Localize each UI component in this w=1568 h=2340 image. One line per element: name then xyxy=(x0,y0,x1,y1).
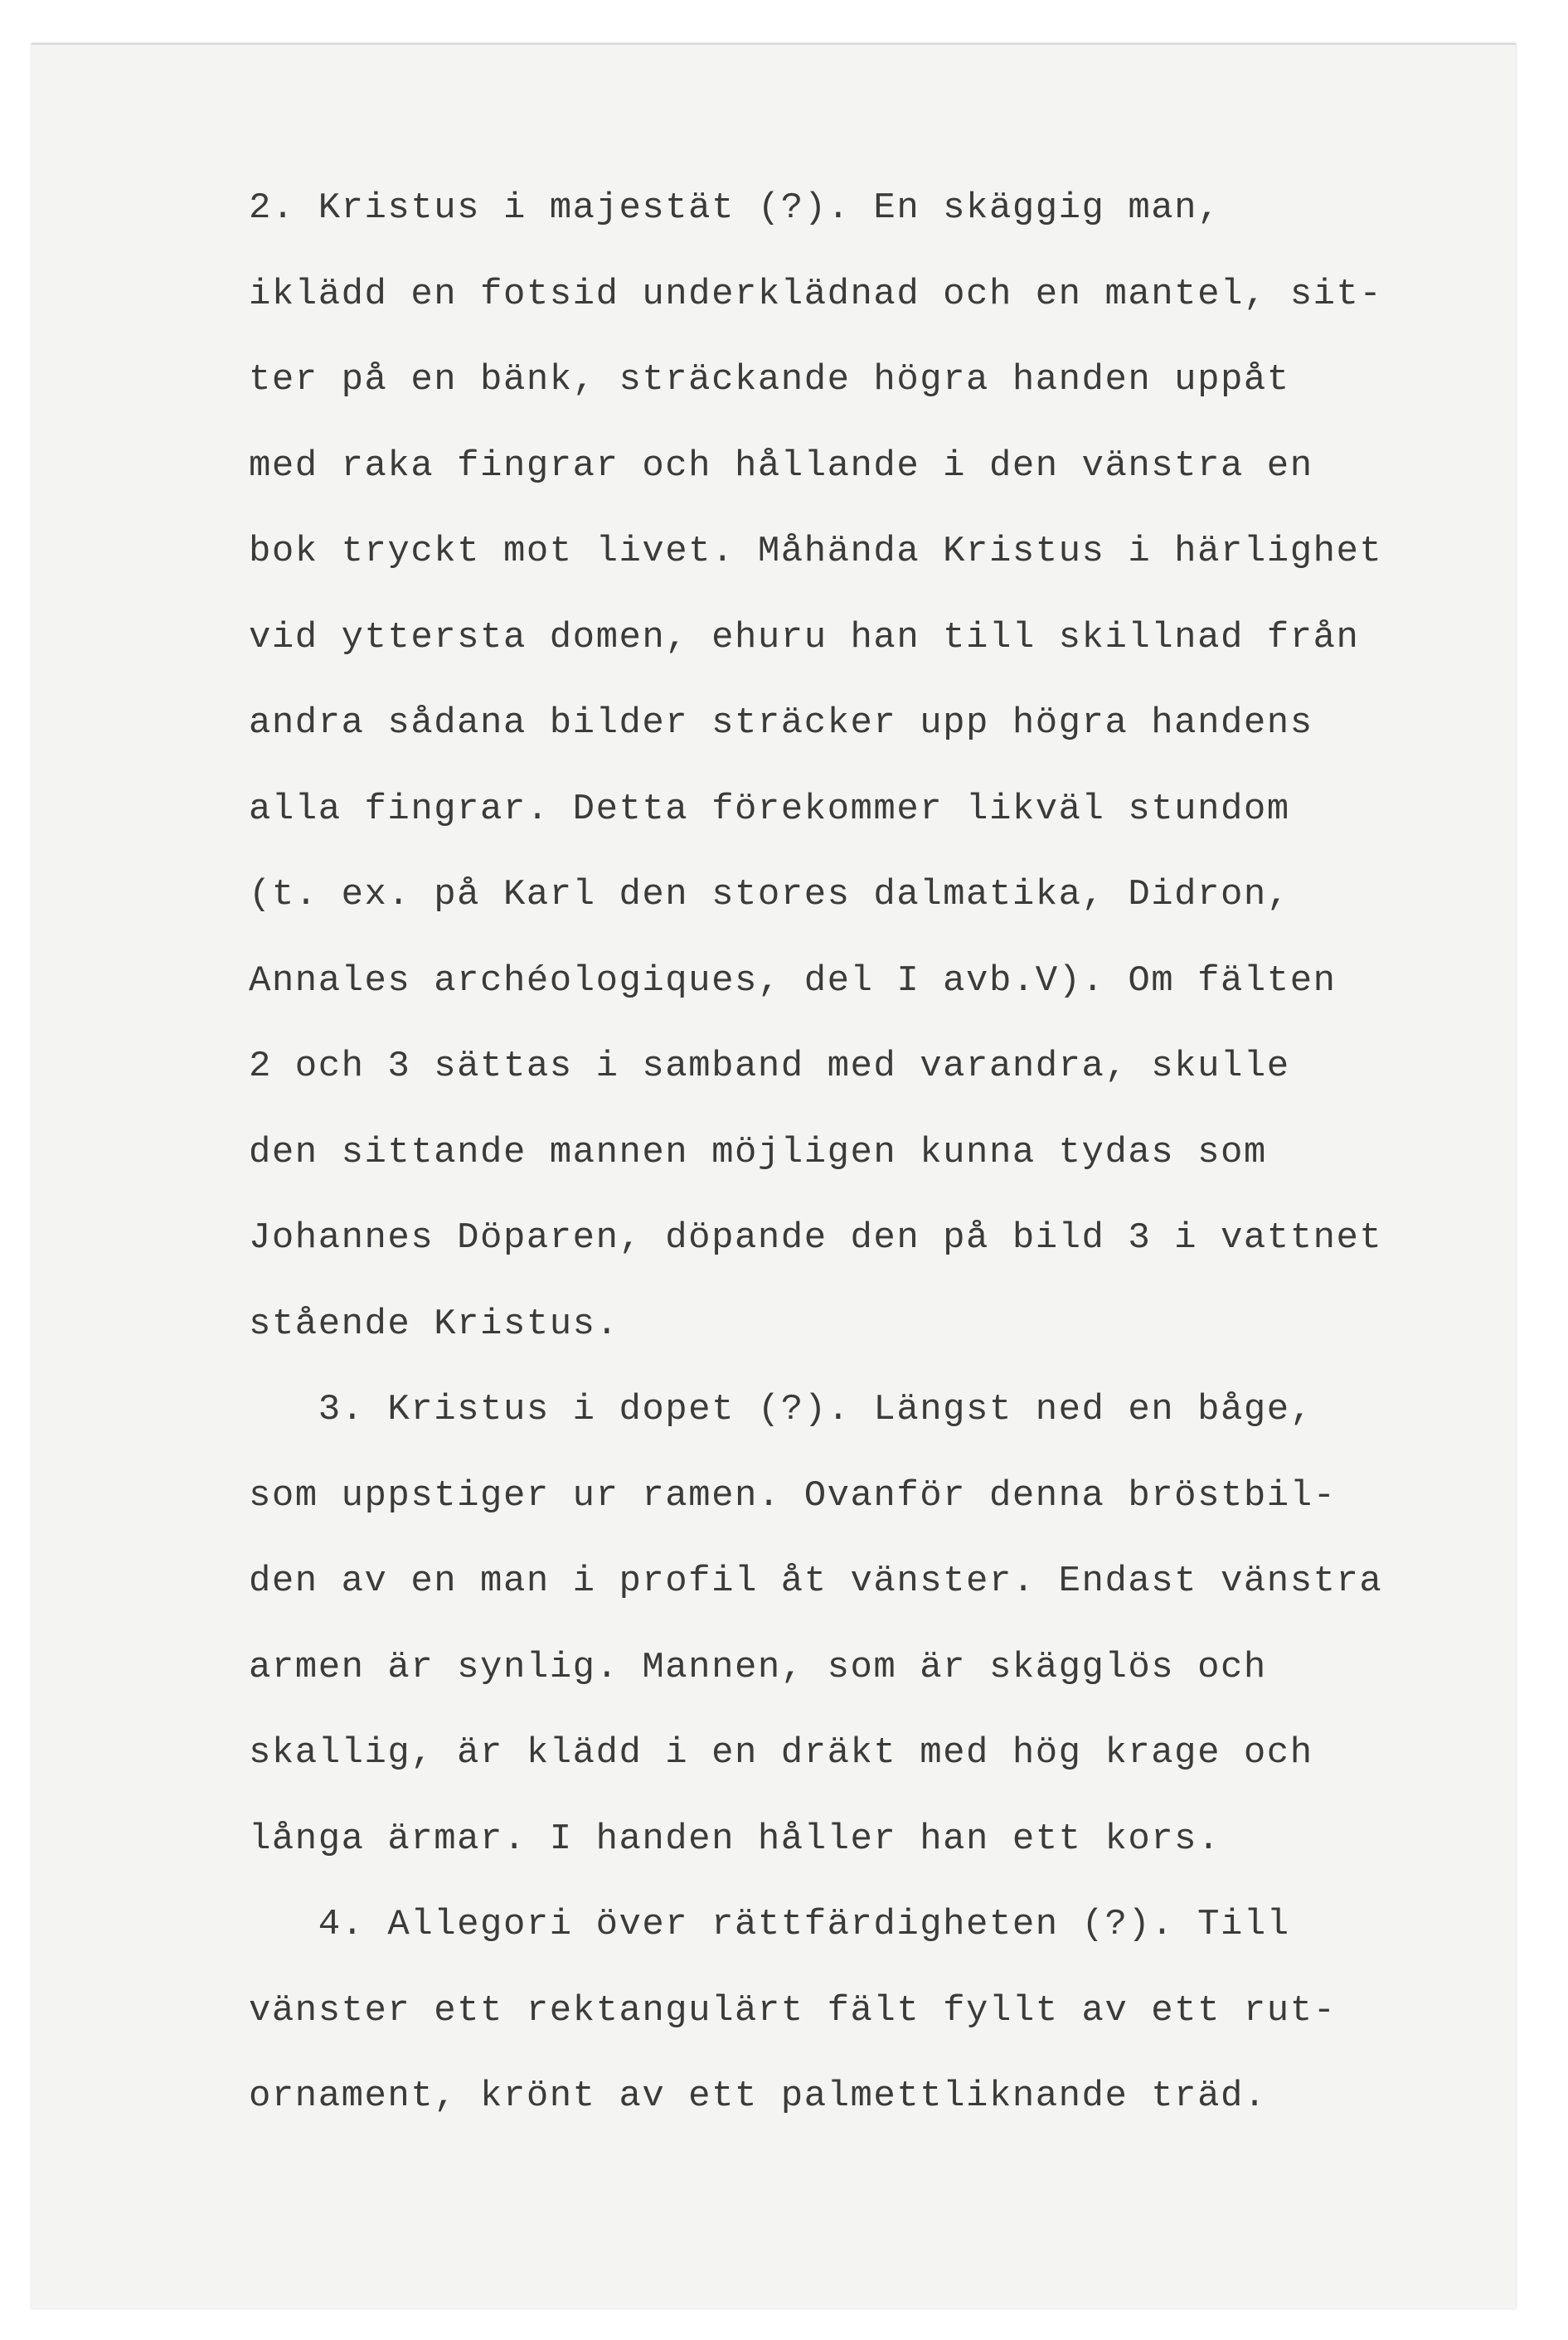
text-line: den sittande mannen möjligen kunna tydas som xyxy=(249,1131,1267,1173)
text-line: med raka fingrar och hållande i den vänstra en xyxy=(249,444,1313,487)
text-line: ter på en bänk, sträckande högra handen uppåt xyxy=(249,359,1290,401)
text-line: alla fingrar. Detta förekommer likväl stundom xyxy=(249,788,1290,830)
text-line: Johannes Döparen, döpande den på bild 3 i vattnet xyxy=(249,1217,1383,1259)
text-line: vid yttersta domen, ehuru han till skillnad från xyxy=(249,616,1360,658)
text-line: som uppstiger ur ramen. Ovanför denna bröstbil- xyxy=(249,1474,1337,1517)
text-line: skallig, är klädd i en dräkt med hög krage och xyxy=(249,1732,1313,1774)
text-line: 2. Kristus i majestät (?). En skäggig man, xyxy=(249,187,1221,229)
text-line: iklädd en fotsid underklädnad och en mantel, sit- xyxy=(249,273,1383,315)
text-line: ornament, krönt av ett palmettliknande träd. xyxy=(249,2075,1267,2117)
text-line: långa ärmar. I handen håller han ett kors. xyxy=(249,1818,1221,1860)
text-line: vänster ett rektangulärt fält fyllt av ett rut- xyxy=(249,1989,1337,2032)
text-line: 4. Allegori över rättfärdigheten (?). Till xyxy=(249,1904,1290,1945)
text-line: armen är synlig. Mannen, som är skägglös och xyxy=(249,1646,1267,1688)
paper-top-edge xyxy=(32,43,1516,45)
text-line: andra sådana bilder sträcker upp högra handens xyxy=(249,702,1313,744)
text-line: Annales archéologiques, del I avb.V). Om fälten xyxy=(249,959,1337,1002)
typewritten-text xyxy=(249,166,1542,2140)
text-line: bok tryckt mot livet. Måhända Kristus i härlighet xyxy=(249,531,1383,572)
text-line: 2 och 3 sättas i samband med varandra, skulle xyxy=(249,1046,1290,1087)
text-line: den av en man i profil åt vänster. Endast vänstra xyxy=(249,1561,1383,1602)
text-line: 3. Kristus i dopet (?). Längst ned en båge, xyxy=(249,1389,1313,1430)
text-line: (t. ex. på Karl den stores dalmatika, Didron, xyxy=(249,874,1290,915)
text-line: stående Kristus. xyxy=(249,1303,619,1345)
